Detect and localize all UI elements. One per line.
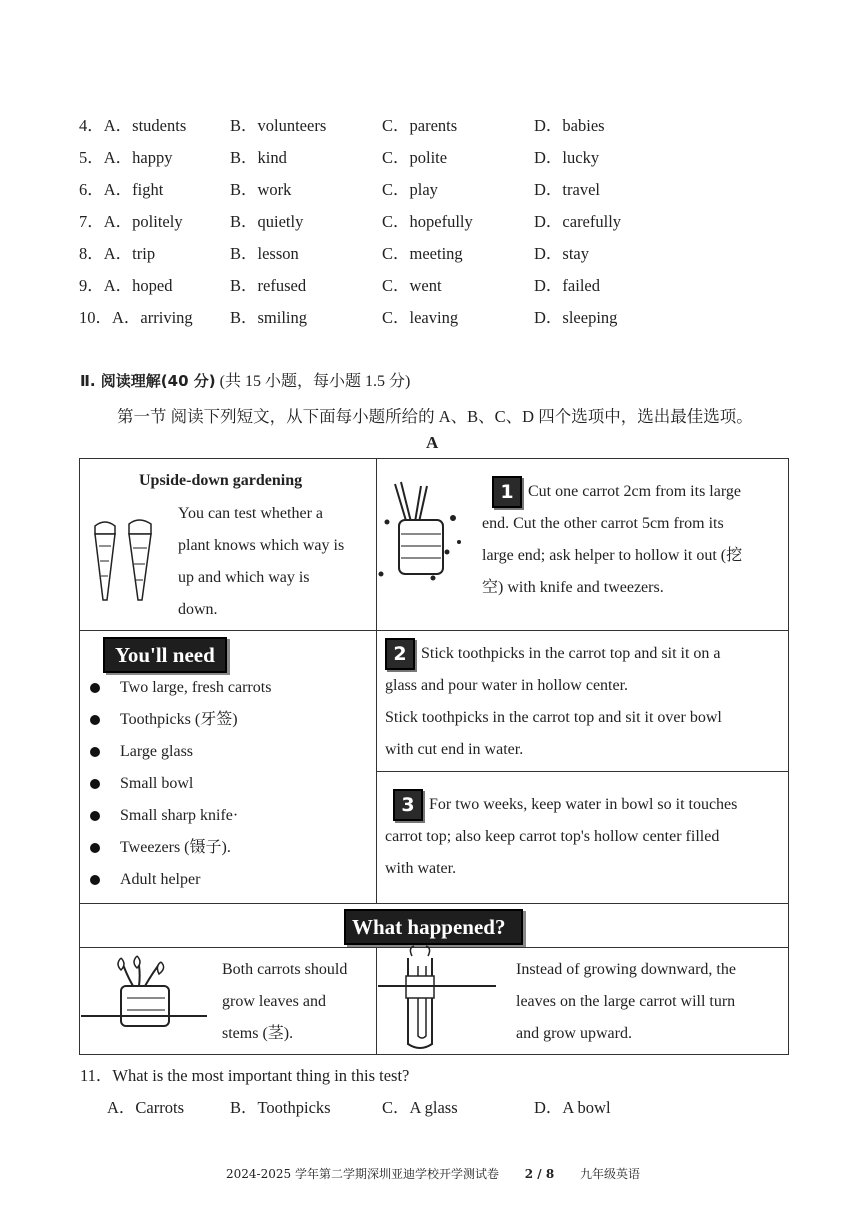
table-border xyxy=(79,458,789,459)
question-number: 9． xyxy=(79,276,104,295)
step-text-line: Cut one carrot 2cm from its large xyxy=(528,483,741,500)
option-d: D．failed xyxy=(534,276,600,295)
what-happened-banner: What happened? xyxy=(344,909,523,945)
section-instructions: 第一节 阅读下列短文，从下面每小题所给的 A、B、C、D 四个选项中，选出最佳选项。 xyxy=(117,407,753,426)
question-11-options xyxy=(107,1094,667,1118)
option-a: A．Carrots xyxy=(107,1098,184,1117)
passage-intro xyxy=(178,498,344,626)
section-title-rest: (共 15 小题，每小题 1.5 分) xyxy=(215,373,411,390)
step-text-line: with water. xyxy=(385,860,457,878)
step-text-line: Stick toothpicks in the carrot top and sit it on a xyxy=(421,645,721,662)
intro-line: plant knows which way is xyxy=(178,537,345,554)
result-line: Instead of growing downward, the xyxy=(516,961,736,978)
list-item: Small bowl xyxy=(87,768,271,800)
question-number: 10． xyxy=(79,308,112,327)
intro-line: up and which way is xyxy=(178,569,310,586)
question-number: 5． xyxy=(79,148,104,167)
table-divider xyxy=(79,903,789,904)
option-a: A．happy xyxy=(103,148,173,167)
option-c: C．play xyxy=(382,180,438,199)
option-a: A．trip xyxy=(103,244,156,263)
page-footer xyxy=(226,1165,640,1182)
option-a: A．arriving xyxy=(112,308,193,327)
step-text-line: For two weeks, keep water in bowl so it touches xyxy=(429,796,738,813)
result-line: stems (茎). xyxy=(222,1025,294,1042)
materials-list xyxy=(87,672,271,896)
option-d: D．sleeping xyxy=(534,308,618,327)
passage-table xyxy=(79,458,789,1055)
option-d: D．travel xyxy=(534,180,600,199)
option-c: C．hopefully xyxy=(382,212,473,231)
option-c: C．parents xyxy=(382,116,458,135)
carrot-hollowing-illustration xyxy=(377,482,469,582)
option-d: D．A bowl xyxy=(534,1098,611,1117)
result-line: Both carrots should xyxy=(222,961,348,978)
question-number-option-a xyxy=(79,272,173,296)
list-item: Adult helper xyxy=(87,864,271,896)
option-c: C．A glass xyxy=(382,1098,458,1117)
step-1-number-icon: 1 xyxy=(492,476,522,508)
page-number: 2 / 8 xyxy=(524,1167,555,1181)
option-b: B．work xyxy=(230,180,292,199)
table-divider xyxy=(376,771,789,772)
section-title xyxy=(80,368,410,391)
step-text-line: 空) with knife and tweezers. xyxy=(482,579,664,597)
option-c: C．leaving xyxy=(382,308,459,327)
option-c: C．polite xyxy=(382,148,448,167)
question-number: 8． xyxy=(79,244,104,263)
option-a: A．hoped xyxy=(103,276,173,295)
upside-down-carrot-illustration xyxy=(378,952,500,1052)
passage-label: A xyxy=(426,433,439,452)
option-c: C．meeting xyxy=(382,244,463,263)
option-a: A．fight xyxy=(103,180,164,199)
footer-subject: 九年级英语 xyxy=(580,1167,641,1181)
list-item: Large glass xyxy=(87,736,271,768)
passage-title: Upside-down gardening xyxy=(139,472,303,489)
question-number: 7． xyxy=(79,212,104,231)
question-number-option-a xyxy=(79,304,193,328)
question-number: 6． xyxy=(79,180,104,199)
question-number-option-a xyxy=(79,240,155,264)
list-item: Two large, fresh carrots xyxy=(87,672,271,704)
question-number: 4． xyxy=(79,116,104,135)
option-c: C．went xyxy=(382,276,442,295)
option-b: B．smiling xyxy=(230,308,308,327)
option-d: D．babies xyxy=(534,116,605,135)
footer-exam-title: 2024-2025 学年第二学期深圳亚迪学校开学测试卷 xyxy=(226,1167,499,1181)
result-line: grow leaves and xyxy=(222,993,326,1010)
result-left xyxy=(222,954,347,1050)
option-b: B．volunteers xyxy=(230,116,327,135)
question-number-option-a xyxy=(79,176,163,200)
step-2-number-icon: 2 xyxy=(385,638,415,670)
step-3 xyxy=(385,789,738,885)
option-b: B．refused xyxy=(230,276,307,295)
result-right xyxy=(516,954,736,1050)
step-1 xyxy=(482,476,742,604)
table-divider xyxy=(79,947,789,948)
option-b: B．kind xyxy=(230,148,287,167)
intro-line: You can test whether a xyxy=(178,505,324,522)
list-item: Tweezers (镊子). xyxy=(87,832,271,864)
step-text-line: end. Cut the other carrot 5cm from its xyxy=(482,515,724,533)
option-d: D．carefully xyxy=(534,212,622,231)
table-border xyxy=(79,1054,789,1055)
step-3-number-icon: 3 xyxy=(393,789,423,821)
you-will-need-banner: You'll need xyxy=(103,637,227,673)
option-d: D．stay xyxy=(534,244,589,263)
step-text-line: glass and pour water in hollow center. xyxy=(385,677,629,695)
question-number-option-a xyxy=(79,144,173,168)
list-item: Toothpicks (牙签) xyxy=(87,704,271,736)
step-text-line: with cut end in water. xyxy=(385,741,524,759)
step-2 xyxy=(385,638,722,766)
list-item: Small sharp knife· xyxy=(87,800,271,832)
result-line: and grow upward. xyxy=(516,1025,632,1042)
step-text-line: Stick toothpicks in the carrot top and sit it over bowl xyxy=(385,709,722,727)
option-a: A．students xyxy=(103,116,187,135)
question-11-stem: 11．What is the most important thing in this test? xyxy=(80,1066,410,1085)
table-divider xyxy=(376,947,377,1055)
step-text-line: carrot top; also keep carrot top's hollow center filled xyxy=(385,828,720,846)
section-title-bold: Ⅱ. 阅读理解(40 分) xyxy=(80,372,216,390)
table-border xyxy=(79,458,80,1055)
option-d: D．lucky xyxy=(534,148,600,167)
option-b: B．Toothpicks xyxy=(230,1098,331,1117)
carrot-leaves-illustration xyxy=(81,954,209,1036)
option-b: B．lesson xyxy=(230,244,299,263)
intro-line: down. xyxy=(178,601,218,618)
question-number-option-a xyxy=(79,208,183,232)
table-divider xyxy=(79,630,789,631)
question-number-option-a xyxy=(79,112,186,136)
carrots-illustration xyxy=(89,516,159,606)
step-text-line: large end; ask helper to hollow it out (挖 xyxy=(482,547,743,565)
option-b: B．quietly xyxy=(230,212,304,231)
result-line: leaves on the large carrot will turn xyxy=(516,993,736,1010)
option-a: A．politely xyxy=(103,212,183,231)
table-border xyxy=(788,458,789,1055)
